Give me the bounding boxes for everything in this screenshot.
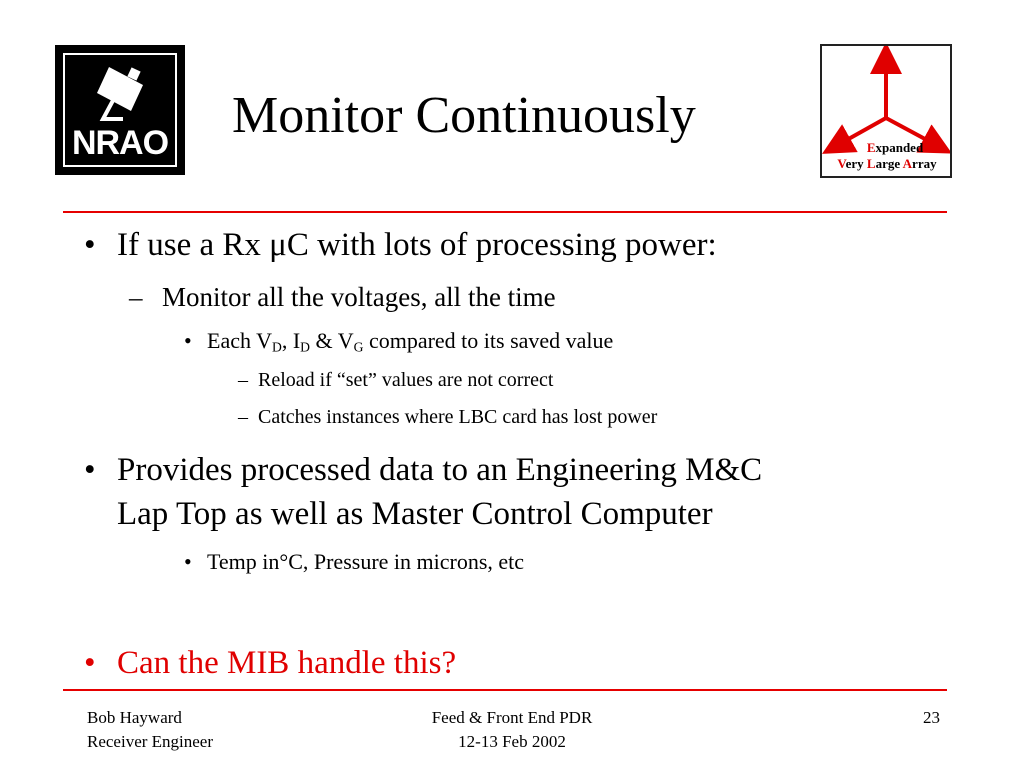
footer-author: Bob Hayward (87, 708, 182, 727)
evla-cap-e: E (866, 140, 876, 155)
bullet-marker: • (84, 227, 96, 263)
page-number: 23 (923, 708, 940, 727)
bottom-divider (63, 689, 947, 691)
text-i: , I (281, 328, 301, 353)
evla-text-line1 (840, 140, 950, 155)
bullet-text: If use a Rx μC with lots of processing power: (117, 227, 717, 263)
evla-cap-l: L (866, 156, 876, 171)
evla-rest-1: xpanded (875, 140, 924, 155)
sub-sub-bullet-marker: • (184, 328, 192, 353)
evla-logo (820, 44, 952, 178)
top-divider (63, 211, 947, 213)
evla-cap-v: V (837, 156, 846, 171)
footer-event: Feed & Front End PDR (431, 708, 593, 727)
sub-sub-bullet-text (207, 327, 613, 355)
level4-text: Reload if “set” values are not correct (258, 369, 554, 391)
bullet-marker: • (84, 452, 96, 488)
bullet-text-line2: Lap Top as well as Master Control Computer (117, 496, 713, 532)
nrao-letters: NRAO (71, 124, 169, 162)
evla-rest-2a: ery (845, 156, 867, 171)
evla-rest-2c: rray (912, 156, 937, 171)
question-text: Can the MIB handle this? (117, 645, 457, 681)
footer-date: 12-13 Feb 2002 (458, 732, 566, 751)
subscript-g: G (353, 339, 364, 355)
bullet-text-line1: Provides processed data to an Engineering M&C (117, 452, 763, 488)
footer-role: Receiver Engineer (87, 732, 214, 751)
text-and-v: & V (309, 328, 354, 353)
bullet-marker: • (84, 645, 96, 681)
sub-bullet-text: Monitor all the voltages, all the time (162, 282, 556, 312)
level4-marker: – (238, 369, 248, 391)
evla-rest-2b: arge (875, 156, 903, 171)
slide-title: Monitor Continuously (232, 87, 696, 144)
sub-sub-bullet-text: Temp in°C, Pressure in microns, etc (207, 549, 525, 574)
text-compared: compared to its saved value (363, 328, 614, 353)
level4-marker: – (238, 406, 248, 428)
evla-text-line2 (826, 156, 948, 171)
evla-cap-a: A (902, 156, 913, 171)
level4-text: Catches instances where LBC card has lost power (258, 406, 658, 428)
nrao-logo (55, 45, 185, 175)
subscript-d: D (300, 339, 310, 355)
sub-bullet-marker: – (129, 282, 143, 312)
text-each-v: Each V (207, 328, 272, 353)
subscript-d: D (271, 339, 282, 355)
sub-sub-bullet-marker: • (184, 549, 192, 574)
